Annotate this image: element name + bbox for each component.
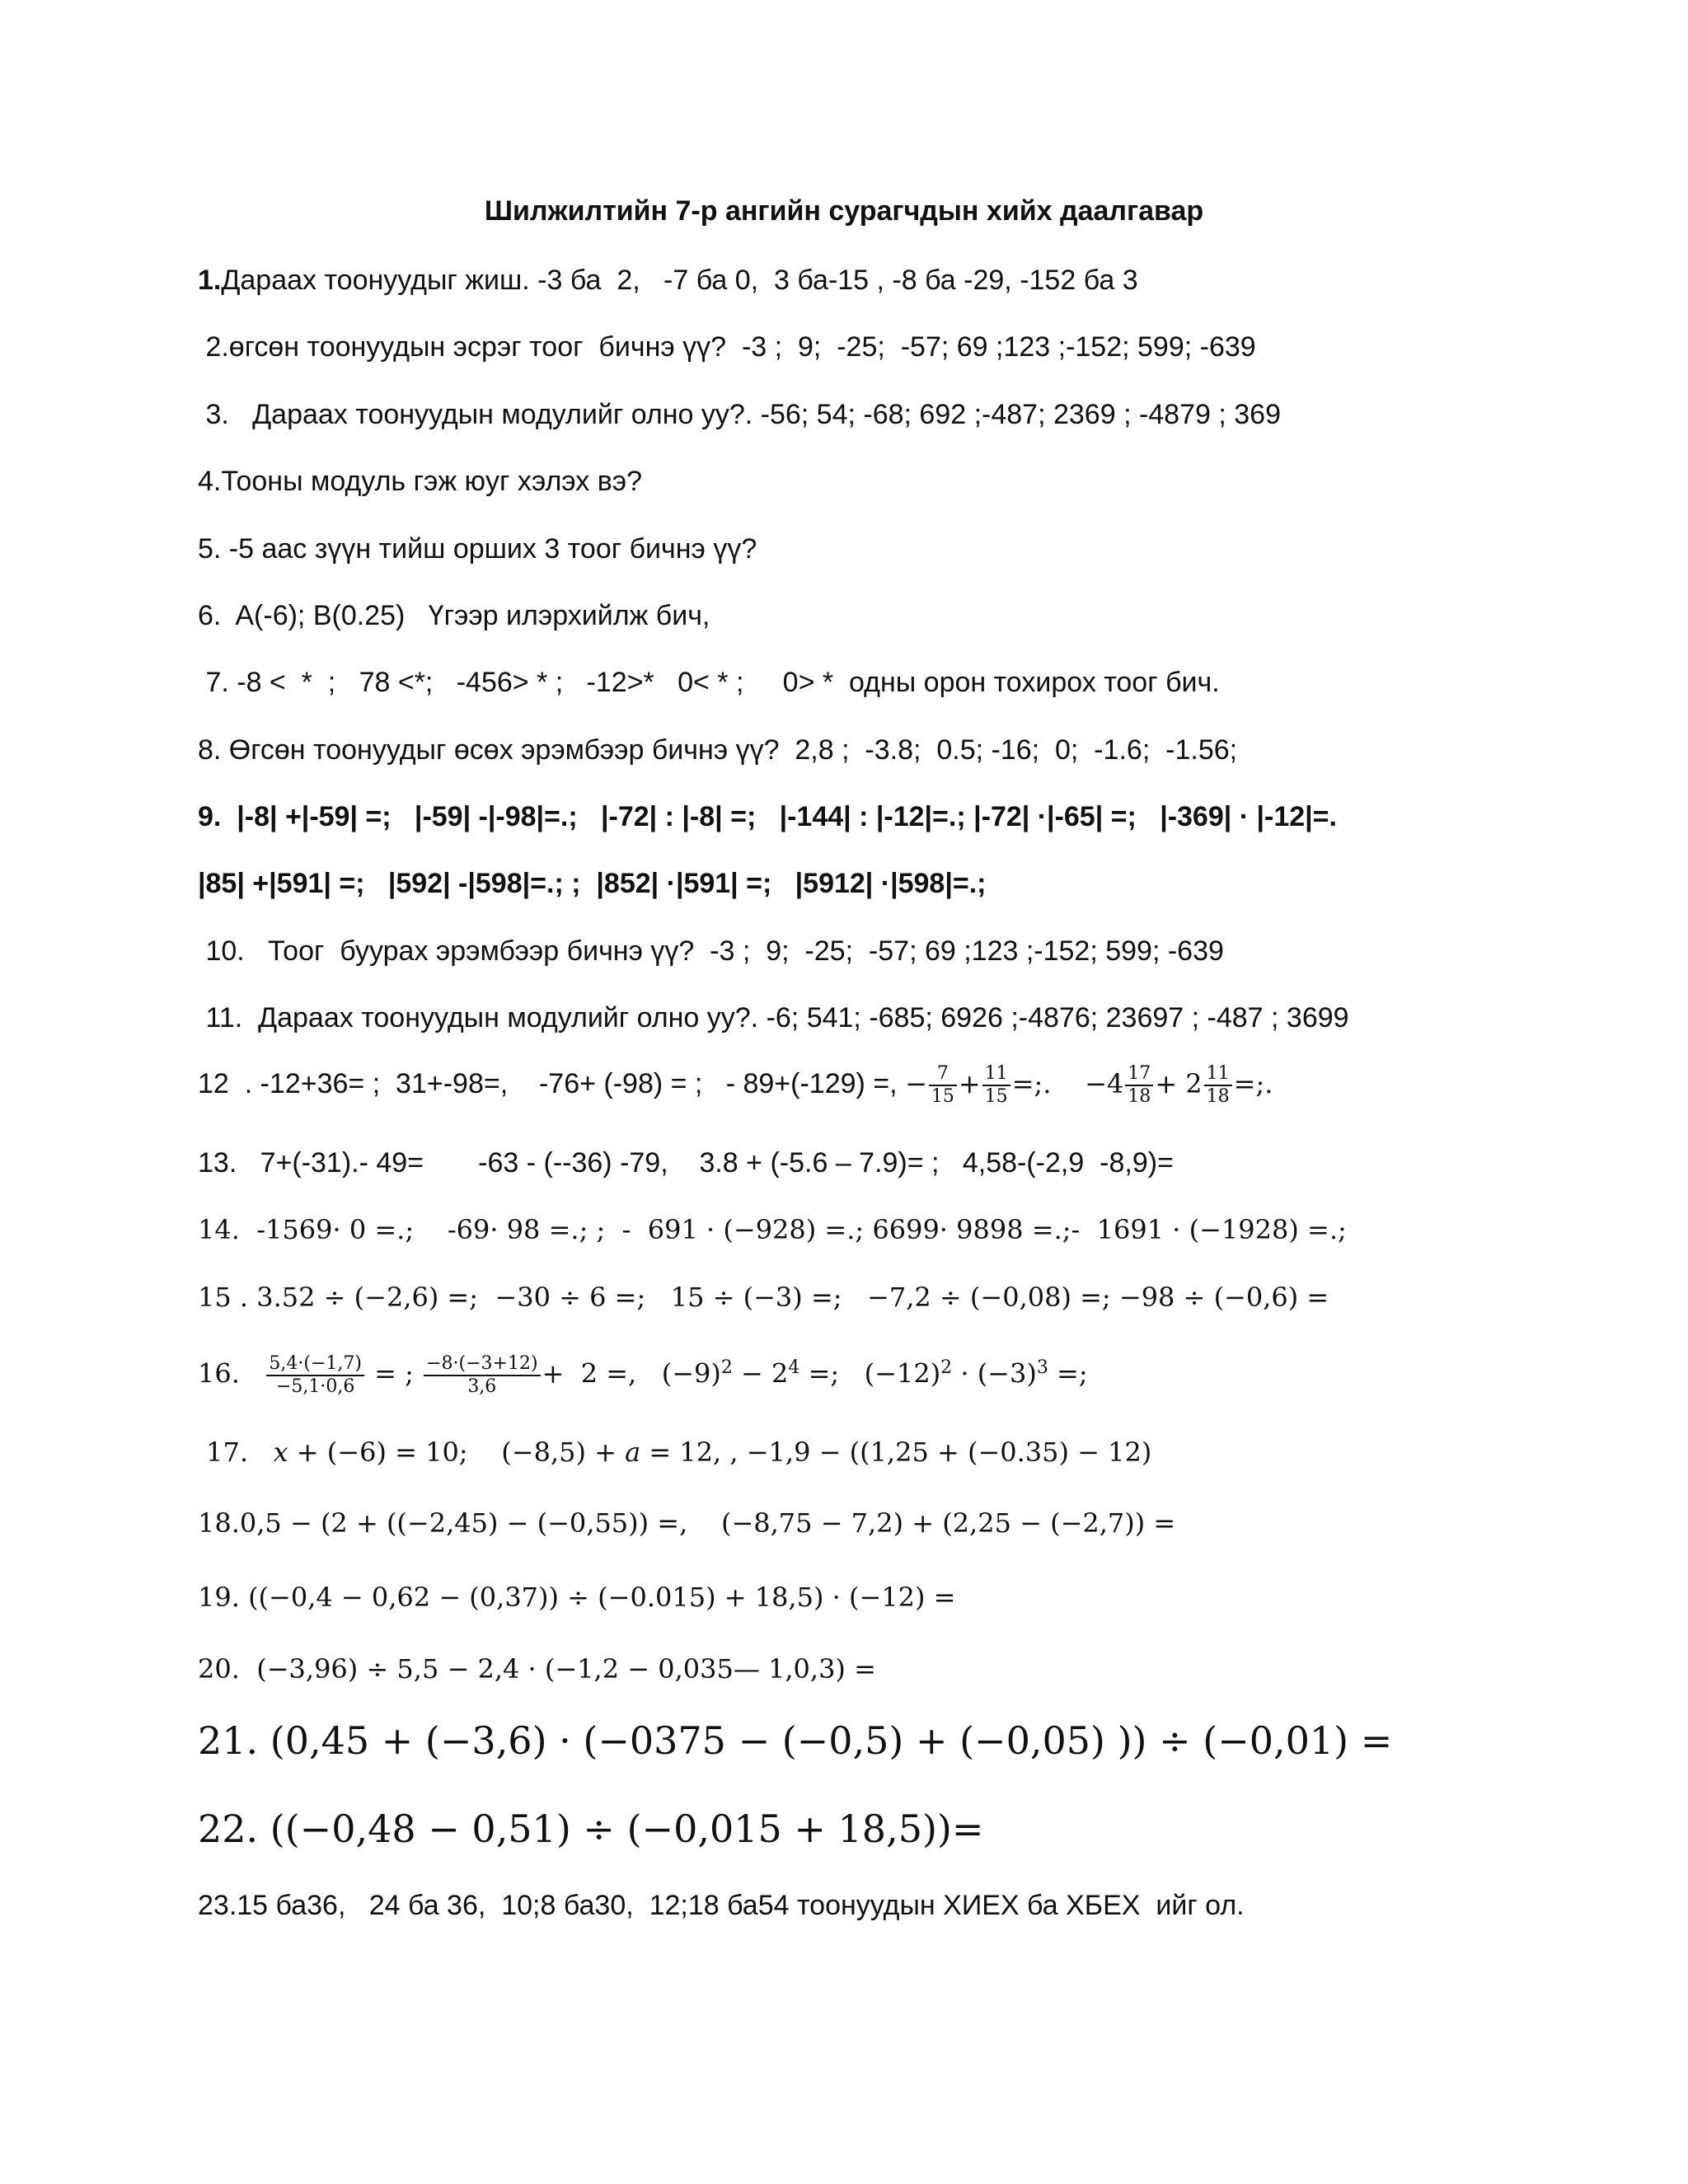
question-12-plus: +: [958, 1067, 981, 1099]
fraction-17-18: [1125, 1063, 1153, 1108]
question-13: 13. 7+(-31).- 49= -63 - (--36) -79, 3.8 + (-5.6 – 7.9)= ; 4,58-(-2,9 -8,9)=: [198, 1147, 1174, 1179]
question-21: 21. (0,45 + (−3,6) · (−0375 − (−0,5) + (−0,05) )) ÷ (−0,01) =: [198, 1718, 1393, 1763]
question-16: [198, 1350, 1088, 1398]
question-16-part-f: =;: [1048, 1357, 1088, 1390]
fraction-numerator: 5,4·(−1,7): [266, 1353, 364, 1376]
question-18: 18.0,5 − (2 + ((−2,45) − (−0,55)) =, (−8,75 − 7,2) + (2,25 − (−2,7)) =: [198, 1507, 1176, 1539]
question-5: 5. -5 аас зүүн тийш орших 3 тоог бичнэ үү?: [198, 533, 757, 565]
question-14: 14. -1569· 0 =.; -69· 98 =.; ; - 691 · (−928) =.; 6699· 9898 =.;- 1691 · (−1928) =.;: [198, 1214, 1347, 1245]
question-1-text: Дараах тоонуудыг жиш. -3 ба 2, -7 ба 0, 3 ба-15 , -8 ба -29, -152 ба 3: [221, 265, 1138, 296]
question-12-plus-2: + 2: [1155, 1067, 1203, 1099]
question-10: 10. Тоог буурах эрэмбээр бичнэ үү? -3 ; 9; -25; -57; 69 ;123 ;-152; 599; -639: [198, 935, 1224, 967]
question-2: 2.өгсөн тоонуудын эсрэг тоог бичнэ үү? -3 ; 9; -25; -57; 69 ;123 ;-152; 599; -639: [198, 331, 1256, 363]
exponent: 2: [720, 1357, 733, 1378]
question-1: [198, 262, 1138, 298]
exponent: 4: [788, 1357, 800, 1378]
question-22: 22. ((−0,48 − 0,51) ÷ (−0,015 + 18,5))=: [198, 1807, 984, 1851]
fraction-numerator: 7: [929, 1063, 957, 1086]
question-15: 15 . 3.52 ÷ (−2,6) =; −30 ÷ 6 =; 15 ÷ (−3) =; −7,2 ÷ (−0,08) =; −98 ÷ (−0,6) =: [198, 1282, 1329, 1313]
question-20: 20. (−3,96) ÷ 5,5 − 2,4 · (−1,2 − 0,035— 1,0,3) =: [198, 1653, 876, 1685]
question-17: 17. 𝑥 + (−6) = 10; (−8,5) + 𝑎 = 12, , −1,9 − ((1,25 + (−0.35) − 12): [198, 1436, 1152, 1468]
question-19: 19. ((−0,4 − 0,62 − (0,37)) ÷ (−0.015) + 18,5) · (−12) =: [198, 1582, 956, 1613]
question-12-text: 12 . -12+36= ; 31+-98=, -76+ (-98) = ; - 89+(-129) =,: [198, 1067, 898, 1099]
question-3: 3. Дараах тоонуудын модулийг олно уу?. -56; 54; -68; 692 ;-487; 2369 ; -4879 ; 369: [198, 399, 1281, 430]
fraction-denominator: 18: [1206, 1086, 1230, 1107]
question-16-part-c: − 2: [732, 1357, 789, 1390]
fraction-denominator: 18: [1128, 1086, 1151, 1107]
question-9-continued: |85| +|591| =; |592| -|598|=.; ; |852| ·|591| =; |5912| ·|598|=.;: [198, 868, 987, 899]
fraction-16-first: [266, 1353, 364, 1398]
fraction-denominator: −5,1·0,6: [275, 1376, 355, 1398]
fraction-11-18: [1204, 1063, 1232, 1108]
fraction-7-15: [929, 1063, 957, 1108]
question-12: [198, 1063, 1273, 1108]
question-9: 9. |-8| +|-59| =; |-59| -|-98|=.; |-72| : |-8| =; |-144| : |-12|=.; |-72| ·|-65| =; |-369| · |-12|=.: [198, 801, 1337, 832]
fraction-numerator: −8·(−3+12): [424, 1353, 540, 1376]
fraction-numerator: 11: [982, 1063, 1010, 1086]
question-16-part-b: + 2 =, (−9): [542, 1357, 721, 1390]
exponent: 2: [940, 1357, 953, 1378]
fraction-16-second: [424, 1353, 540, 1398]
question-12-minus: −: [905, 1067, 927, 1099]
fraction-numerator: 11: [1204, 1063, 1232, 1086]
question-16-part-a: = ;: [374, 1357, 414, 1390]
fraction-numerator: 17: [1125, 1063, 1153, 1086]
question-16-part-d: =; (−12): [799, 1357, 941, 1390]
question-7: 7. -8 < * ; 78 <*; -456> * ; -12>* 0< * ; 0> * одны орон тохирох тоог бич.: [198, 667, 1220, 698]
fraction-denominator: 15: [931, 1086, 954, 1107]
fraction-denominator: 3,6: [467, 1376, 497, 1398]
question-8: 8. Өгсөн тоонуудыг өсөх эрэмбээр бичнэ үү? 2,8 ; -3.8; 0.5; -16; 0; -1.6; -1.56;: [198, 734, 1238, 766]
fraction-11-15: [982, 1063, 1010, 1108]
question-12-mid: =;. −4: [1011, 1067, 1124, 1099]
fraction-denominator: 15: [984, 1086, 1008, 1107]
page-title: Шилжилтийн 7-р ангийн сурагчдын хийх даалгавар: [484, 195, 1204, 227]
question-23: 23.15 ба36, 24 ба 36, 10;8 ба30, 12;18 ба54 тоонуудын ХИЕХ ба ХБЕХ ийг ол.: [198, 1890, 1245, 1921]
question-16-number: 16.: [198, 1357, 240, 1390]
question-11: 11. Дараах тоонуудын модулийг олно уу?. -6; 541; -685; 6926 ;-4876; 23697 ; -487 ; 3699: [198, 1002, 1349, 1033]
question-1-number: 1.: [198, 265, 222, 296]
question-16-part-e: · (−3): [952, 1357, 1037, 1390]
question-4: 4.Тооны модуль гэж юуг хэлэх вэ?: [198, 466, 643, 497]
question-12-end: =;.: [1233, 1067, 1273, 1099]
exponent: 3: [1036, 1357, 1048, 1378]
question-6: 6. A(-6); B(0.25) Үгээр илэрхийлж бич,: [198, 600, 710, 631]
